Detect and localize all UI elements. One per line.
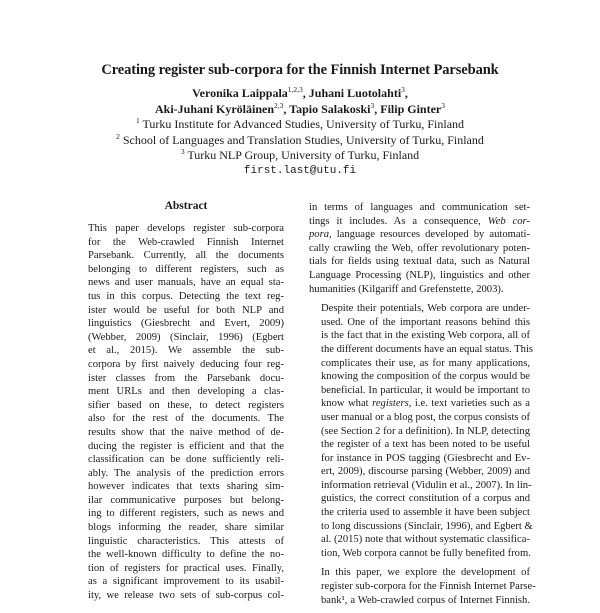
text-line: ister classes from the Parsebank docu- (88, 372, 284, 384)
author-affiliation-mark: 2,3 (274, 100, 284, 110)
text-line: is the fact that in the existing Web corpora, all of (321, 330, 530, 342)
text-line: linguistic characteristics. This attests of (88, 535, 284, 547)
text-line: Language Processing (NLP), linguistics and other (309, 269, 530, 281)
author-name: Tapio Salakoski (289, 101, 371, 116)
text-line: Despite their potentials, Web corpora are under- (321, 303, 530, 315)
text-line: In this paper, we explore the development of (321, 567, 530, 579)
author-affiliation-mark: 3 (401, 85, 405, 94)
text-line: guistics, the correct constitution of a corpus and (321, 493, 530, 505)
affiliation: $^2$ School of Languages and Translation Studies, University of Turku, Finland (116, 131, 484, 147)
text-line: in terms of languages and communication set- (309, 202, 530, 213)
body-paragraph (309, 566, 536, 607)
text-line: ment URLs and then developing a clas- (88, 386, 284, 398)
text-line: the criteria used to assemble it have been subject (321, 507, 530, 519)
affiliation: $^1$ Turku Institute for Advanced Studies, University of Turku, Finland (135, 116, 465, 131)
text-line: ilar communicative purposes but belong- (88, 494, 284, 506)
text-line: ert, 2009), discourse parsing (Webber, 2009) and (321, 466, 530, 478)
text-line: linguistics (Giesbrecht and Evert, 2009) (88, 318, 284, 330)
text-line: bank¹, a Web-crawled corpus of Internet Finnish. (321, 594, 530, 606)
author-name: Filip Ginter (380, 101, 442, 116)
text-line: al. (2015) note that without systematic classifica- (321, 534, 530, 546)
text-line: results show that the naive method of de- (88, 426, 284, 438)
text-line: tion of registers for practical uses. Finally, (88, 562, 284, 574)
text-line: also for the rest of the documents. The (88, 413, 284, 425)
text-line: news and user manuals, have an equal sta- (88, 277, 284, 289)
abstract-body (88, 222, 284, 603)
text-line: for the Web-crawled Finnish Internet (88, 236, 284, 248)
text-line: pora, language resources developed by automati- (309, 229, 530, 241)
text-line: know what registers, i.e. text varieties such as a (321, 398, 530, 410)
text-line: the register of a text has been noted to be useful (321, 439, 530, 451)
contact-email[interactable]: first.last@utu.fi (243, 164, 357, 177)
text-line: Parsebank. Currently, all the documents (88, 250, 284, 262)
authors-line-1: Veronika Laippala$^{1,2,3}$, Juhani Luotolahti$^3$, (192, 85, 408, 100)
text-line: tion, Web corpora cannot be fully benefited from. (321, 547, 531, 559)
text-line: blogs informing the reader, share similar (88, 522, 284, 534)
text-line: the well-known difficulty to define the no- (88, 549, 284, 561)
text-line: information retrieval (Vidulin et al., 2007). In lin- (321, 479, 532, 491)
author-block (0, 86, 600, 179)
text-line: tings it includes. As a consequence, Web cor- (309, 215, 530, 227)
introduction-column (309, 201, 536, 613)
author-name: Aki-Juhani Kyröläinen (155, 101, 275, 116)
text-line: however indicates that texts sharing sim- (88, 481, 284, 493)
affiliation: $^3$ Turku NLP Group, University of Turku, Finland (180, 147, 420, 162)
body-paragraph (309, 201, 530, 296)
text-line: user manual or a blog post, the corpus consists of (321, 411, 530, 423)
text-line: ity, we release two sets of sub-corpus col- (88, 590, 284, 602)
text-line: sifier based on these, to detect registers (88, 399, 284, 411)
text-line: knowing the composition of the corpus would be (321, 371, 530, 383)
author-affiliation-mark: 3 (441, 100, 445, 110)
text-line: complicates their use, as for many applications, (321, 357, 530, 369)
text-line: classification can be done sufficiently reli- (88, 454, 284, 466)
author-name: Veronika Laippala (192, 86, 288, 100)
text-line: for instance in POS tagging (Giesbrecht and Ev- (321, 452, 530, 464)
text-line: beneficial. In particular, it would be important to (321, 384, 530, 396)
text-line: This paper develops register sub-corpora (88, 223, 284, 234)
text-line: corpora by first naively deducing four reg- (88, 358, 284, 370)
abstract-heading: Abstract (164, 200, 208, 212)
author-name: Juhani Luotolahti (308, 86, 402, 100)
text-line: ister would be useful for both NLP and (88, 304, 284, 316)
text-line: cally crawling the Web, offer revolutionary poten- (309, 242, 530, 254)
text-line: humanities (Kilgariff and Grefenstette, 2003). (309, 283, 504, 295)
text-line: ducing the register is efficient and that the (88, 440, 284, 452)
text-line: the different documents have an equal status. This (321, 343, 534, 355)
author-affiliation-mark: 1,2,3 (287, 85, 303, 94)
authors-line-2: Aki-Juhani Kyröläinen$^{2,3}$, Tapio Salakoski$^3$, Filip Ginter$^3$ (155, 100, 445, 116)
text-line: et al., 2015). We assemble the sub- (88, 345, 284, 357)
author-affiliation-mark: 3 (370, 100, 375, 110)
text-line: (Webber, 2009) (Sinclair, 1996) (Egbert (88, 331, 284, 343)
text-line: ably. The analysis of the prediction errors (88, 467, 284, 479)
paper-title: Creating register sub-corpora for the Finnish Internet Parsebank (101, 62, 499, 78)
text-line: belonging to different registers, such as (88, 263, 284, 275)
text-line: tials for fields using textual data, such as Natural (309, 256, 530, 268)
text-line: register sub-corpora for the Finnish Internet Parse- (321, 581, 536, 593)
text-line: (see Section 2 for a definition). In NLP, detecting (321, 425, 530, 437)
body-paragraph (309, 302, 534, 560)
text-line: used. One of the important reasons behind this (321, 316, 530, 328)
text-line: ing to different registers, such as news and (88, 508, 284, 520)
text-line: to long discussions (Sinclair, 1996), and Egbert & (321, 520, 533, 532)
text-line: as a significant improvement to its usabil- (88, 576, 284, 588)
text-line: tus in this corpus. Detecting the text reg- (88, 290, 284, 302)
